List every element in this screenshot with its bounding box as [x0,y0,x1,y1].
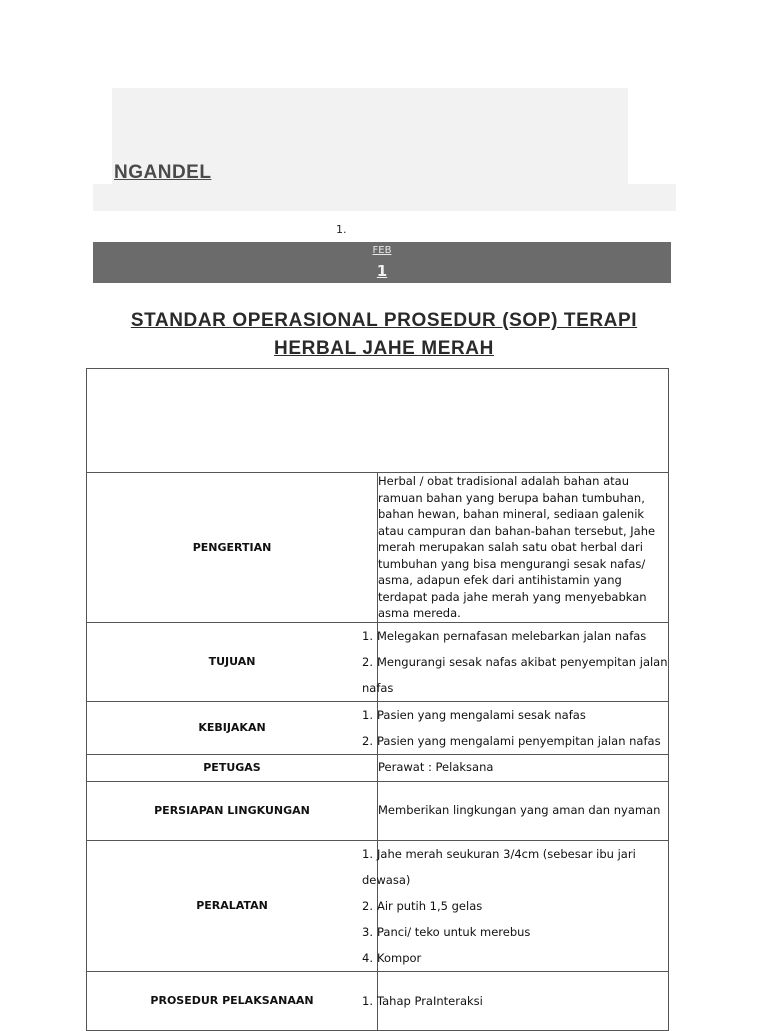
row-label-kebijakan: KEBIJAKAN [87,701,378,754]
table-row-prosedur [87,971,669,1030]
list-item: 3. Panci/ teko untuk merebus [362,924,531,939]
row-label-petugas: PETUGAS [87,754,378,781]
row-label-persiapan: PERSIAPAN LINGKUNGAN [87,781,378,840]
sop-table [86,368,669,1031]
table-row-tujuan [87,622,669,701]
row-label-pengertian: PENGERTIAN [87,473,378,623]
table-row-blank [87,369,669,473]
date-day[interactable]: 1 [376,262,388,280]
tujuan-list [362,623,668,701]
row-content-kebijakan [362,701,669,754]
peralatan-list [362,841,668,971]
prosedur-list [362,988,668,1014]
table-row-kebijakan [87,701,669,754]
row-content-pengertian [378,473,669,623]
table-row-pengertian [87,473,669,623]
kebijakan-list [362,702,668,754]
date-bar [93,242,671,283]
row-content-prosedur [362,971,669,1030]
row-label-prosedur: PROSEDUR PELAKSANAAN [87,971,378,1030]
header-title[interactable]: NGANDEL [114,162,212,183]
row-content-petugas: Perawat : Pelaksana [378,754,669,781]
list-number: 1. [336,223,347,236]
table-row-peralatan [87,840,669,971]
row-label-tujuan: TUJUAN [87,622,378,701]
row-content-tujuan [362,622,669,701]
list-item: 1. Jahe merah seukuran 3/4cm (sebesar ibu jari dewasa) [362,846,636,887]
table-row-persiapan [87,781,669,840]
blank-cell [87,369,669,473]
row-content-peralatan [362,840,669,971]
row-content-persiapan: Memberikan lingkungan yang aman dan nyaman [378,781,669,840]
list-item: 1. Pasien yang mengalami sesak nafas [362,707,586,722]
pengertian-text: Herbal / obat tradisional adalah bahan atau ramuan bahan yang berupa bahan tumbuhan, bahan hewan, bahan mineral, sediaan galenik atau campuran dan bahan-bahan tersebut, Jahe merah merupakan salah satu obat herbal dari tumbuhan yang bisa mengurangi sesak nafas/ asma, adapun efek dari antihistamin yang terdapat pada jahe merah yang menyebabkan asma mereda. [378,474,656,620]
list-item: 2. Pasien yang mengalami penyempitan jalan nafas [362,733,661,748]
list-item: 1. Tahap PraInteraksi [362,993,483,1008]
date-month[interactable]: FEB [372,245,392,256]
list-item: 2. Mengurangi sesak nafas akibat penyempitan jalan nafas [362,654,668,695]
list-item: 1. Melegakan pernafasan melebarkan jalan nafas [362,628,647,643]
header-strip [93,184,676,211]
list-item: 4. Kompor [362,950,422,965]
row-label-peralatan: PERALATAN [87,840,378,971]
table-row-petugas [87,754,669,781]
list-item: 2. Air putih 1,5 gelas [362,898,483,913]
document-title: STANDAR OPERASIONAL PROSEDUR (SOP) TERAPI HERBAL JAHE MERAH [130,310,638,359]
